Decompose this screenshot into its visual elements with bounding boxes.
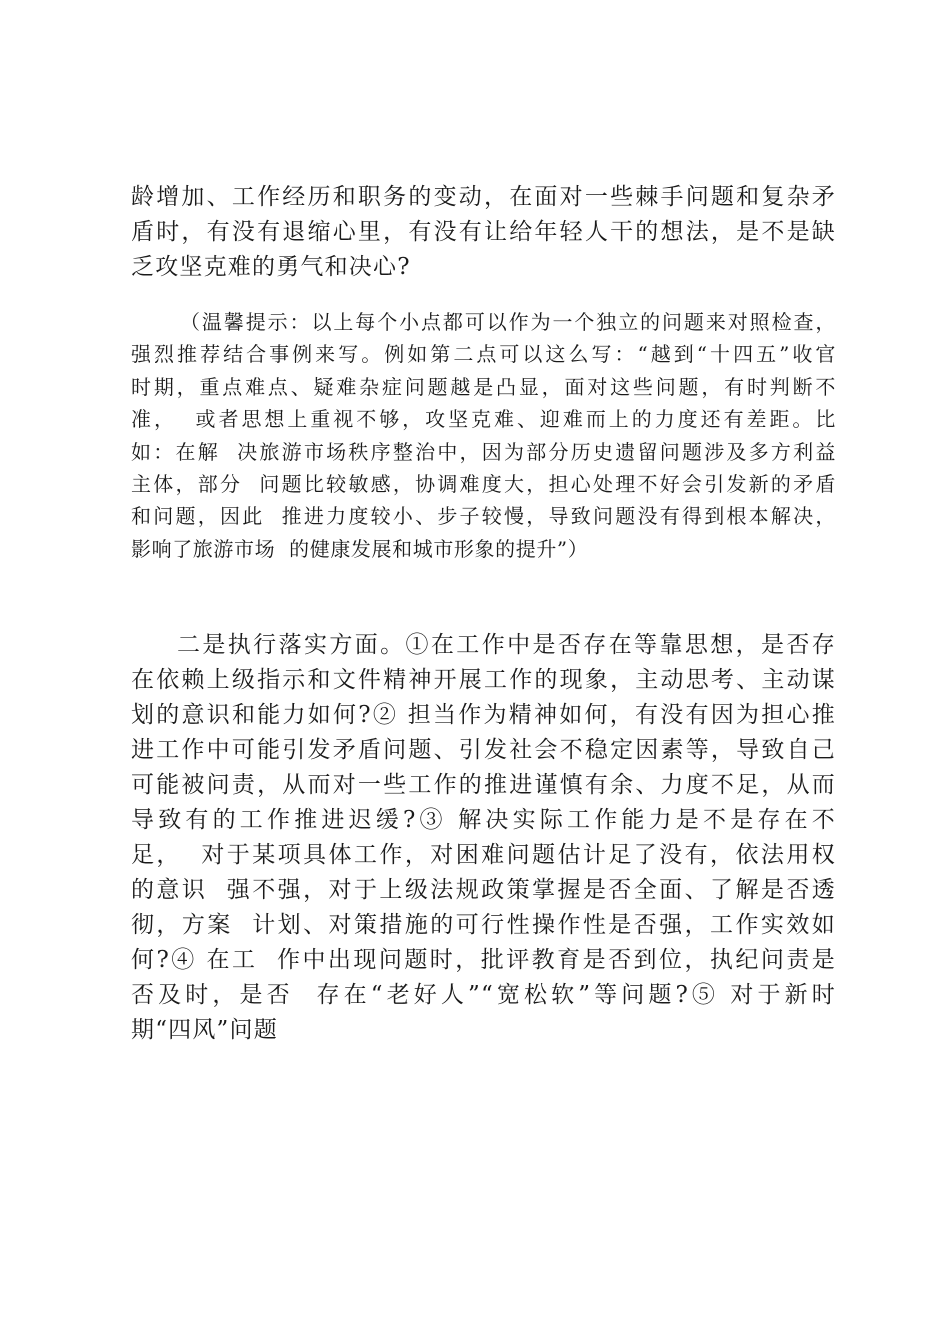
text-line: 二是执行落实方面。①在工作中是否存在等靠思想，是否存 (177, 632, 836, 658)
text-line: （温馨提示：以上每个小点都可以作为一个独立的问题来对照检查， (180, 310, 836, 334)
text-line: 彻，方案 计划、对策措施的可行性操作性是否强，工作实效如 (131, 912, 836, 938)
text-line: 何?④ 在工 作中出现问题时，批评教育是否到位，执纪问责是 (131, 947, 836, 973)
text-line: 如：在解 决旅游市场秩序整治中，因为部分历史遗留问题涉及多方利益 (131, 439, 836, 464)
text-line: 的意识 强不强，对于上级法规政策掌握是否全面、了解是否透 (131, 877, 836, 903)
text-line: 进工作中可能引发矛盾问题、引发社会不稳定因素等，导致自己 (131, 737, 836, 763)
text-line: 划的意识和能力如何?② 担当作为精神如何，有没有因为担心推 (131, 702, 836, 728)
paragraph-execution (131, 628, 836, 1048)
text-line: 否及时，是否 存在“老好人”“宽松软”等问题?⑤ 对于新时 (131, 982, 836, 1008)
text-line: 强烈推荐结合事例来写。例如第二点可以这么写：“越到“十四五”收官 (131, 342, 836, 367)
text-line: 乏攻坚克难的勇气和决心? (131, 254, 411, 280)
text-line: 龄增加、工作经历和职务的变动，在面对一些棘手问题和复杂矛 (131, 184, 836, 210)
tip-paragraph (131, 306, 836, 565)
text-line: 盾时，有没有退缩心里，有没有让给年轻人干的想法，是不是缺 (131, 219, 836, 245)
text-line: 期“四风”问题 (131, 1017, 278, 1043)
text-line: 可能被问责，从而对一些工作的推进谨慎有余、力度不足，从而 (131, 772, 836, 798)
text-line: 主体，部分 问题比较敏感，协调难度大，担心处理不好会引发新的矛盾 (131, 471, 836, 496)
paragraph-body-continuation (131, 180, 836, 285)
text-line: 在依赖上级指示和文件精神开展工作的现象，主动思考、主动谋 (131, 667, 836, 693)
text-line: 足， 对于某项具体工作，对困难问题估计足了没有，依法用权 (131, 842, 836, 868)
text-line: 和问题，因此 推进力度较小、步子较慢，导致问题没有得到根本解决， (131, 504, 836, 529)
text-line: 影响了旅游市场 的健康发展和城市形象的提升”） (131, 536, 589, 561)
text-line: 准， 或者思想上重视不够，攻坚克难、迎难而上的力度还有差距。比 (131, 407, 836, 432)
text-line: 导致有的工作推进迟缓?③ 解决实际工作能力是不是存在不 (131, 807, 836, 833)
text-line: 时期，重点难点、疑难杂症问题越是凸显，面对这些问题，有时判断不 (131, 374, 836, 399)
